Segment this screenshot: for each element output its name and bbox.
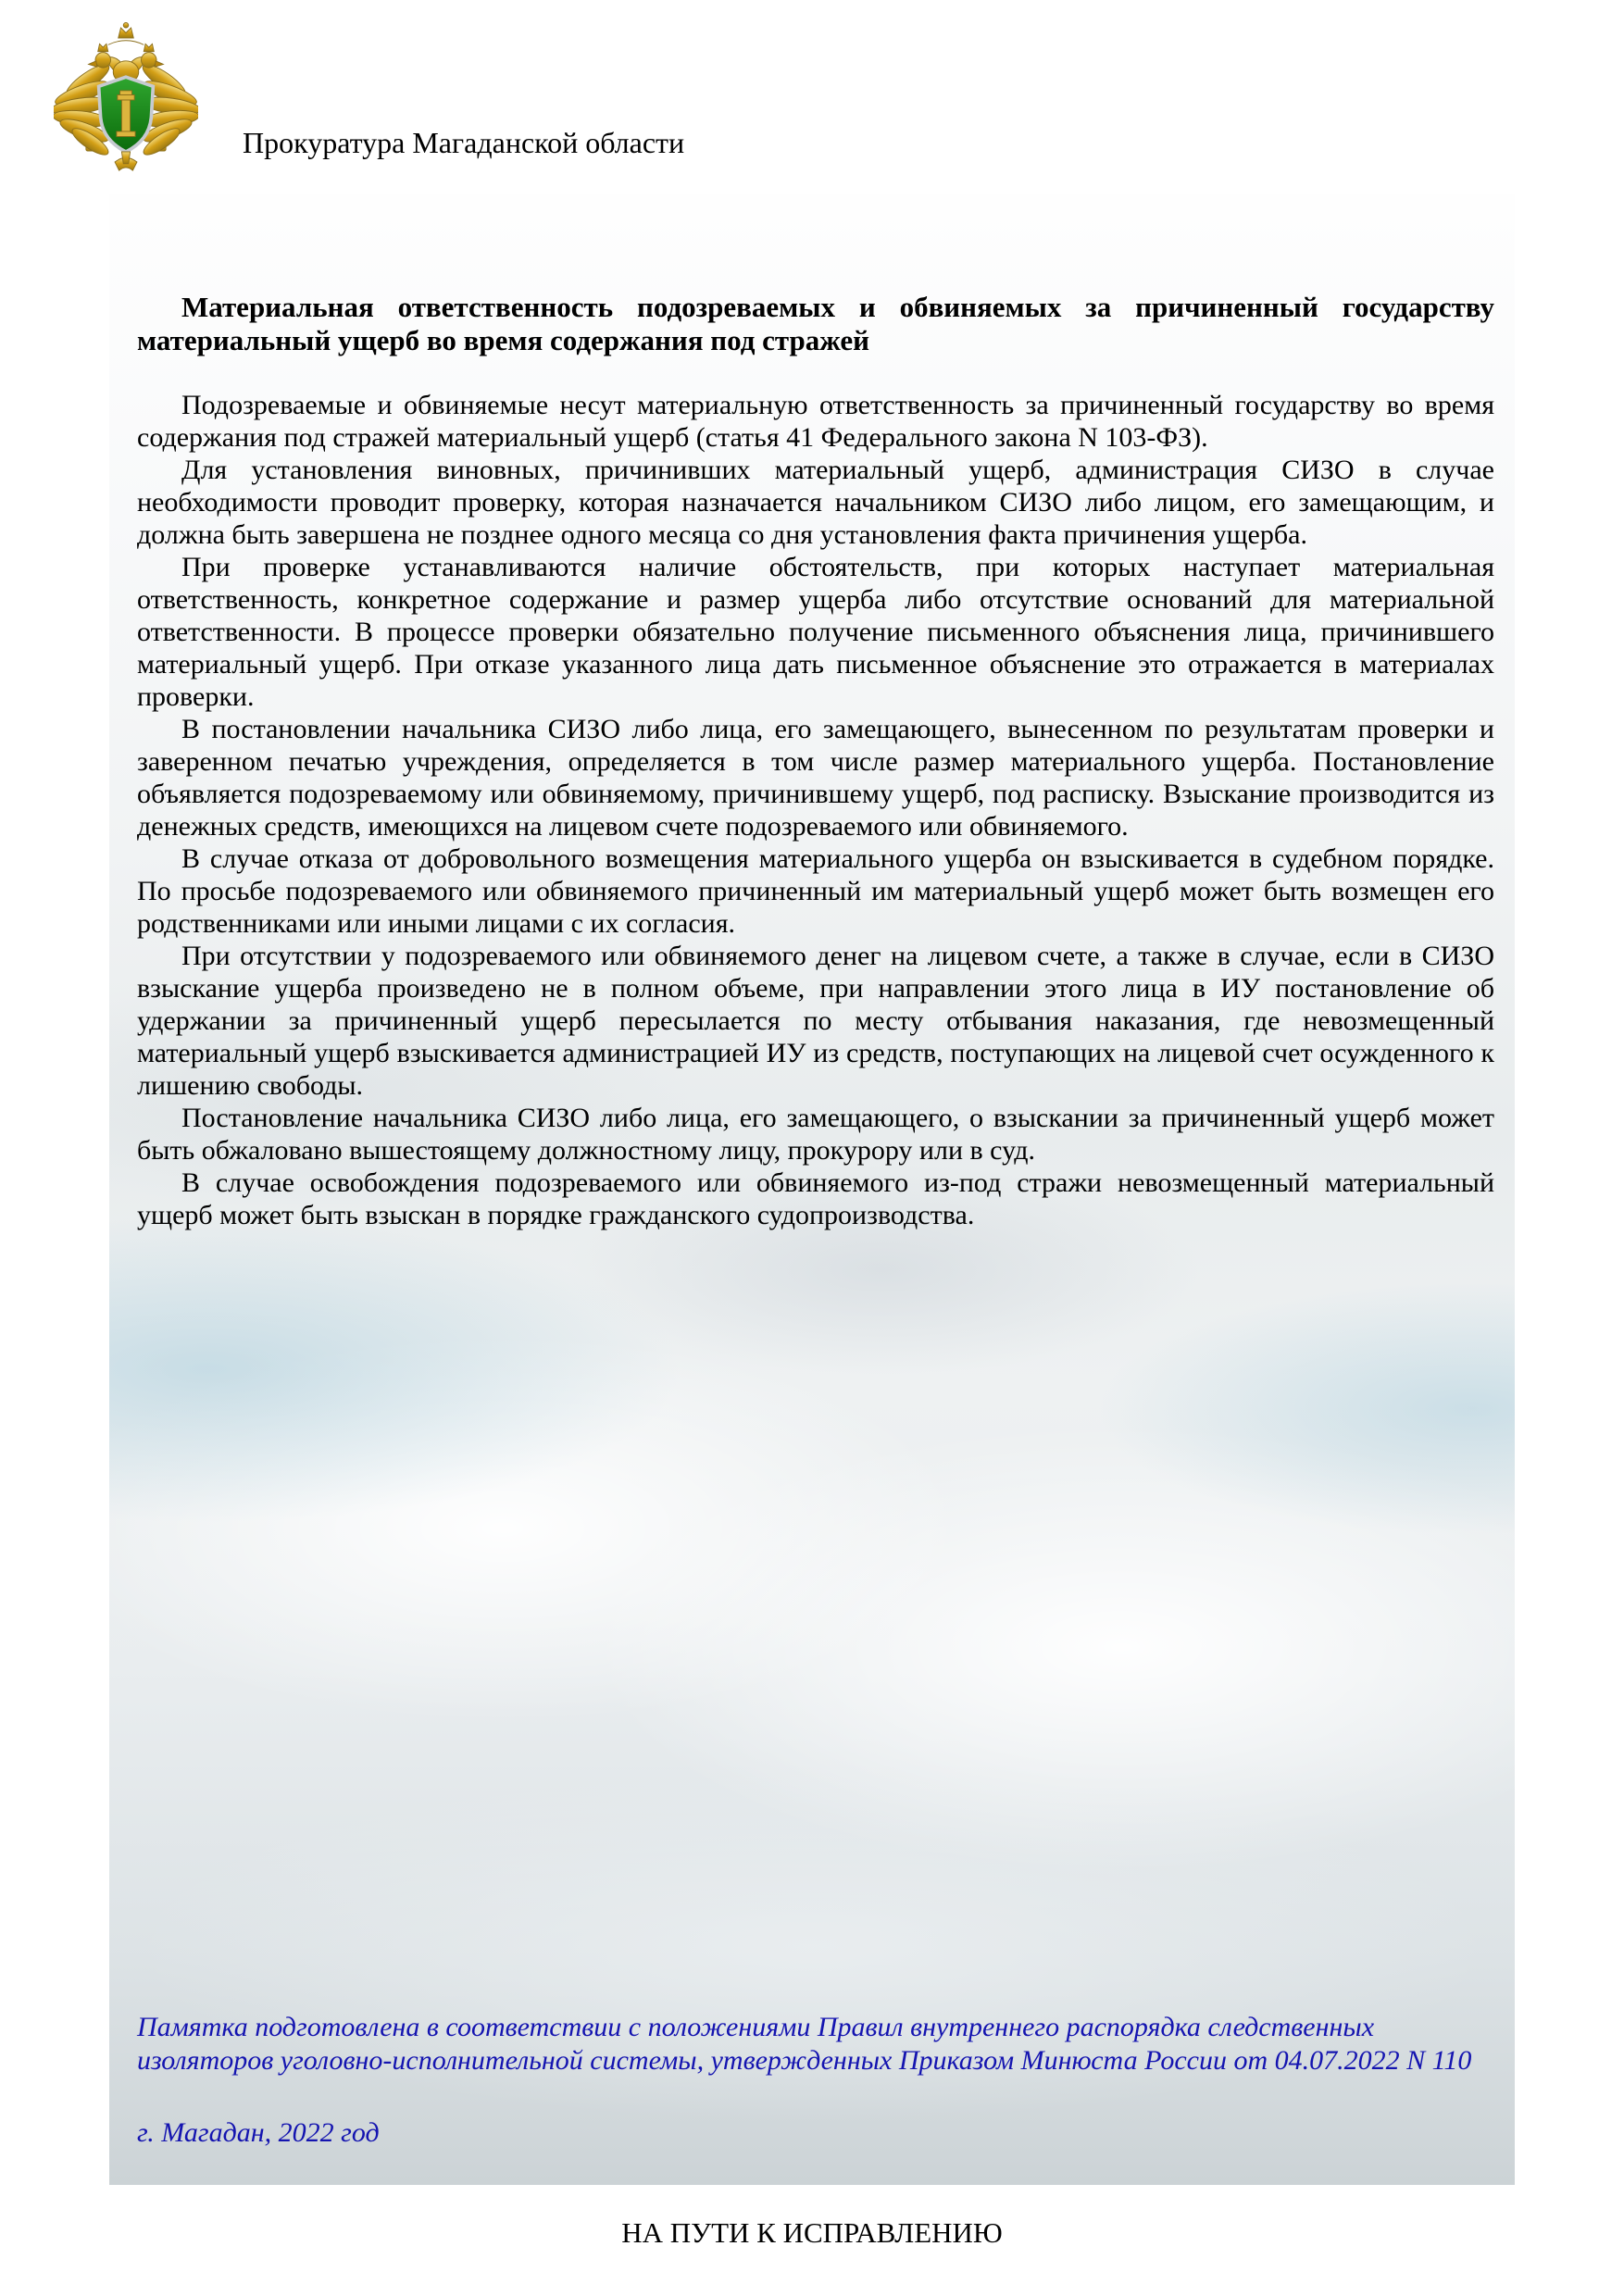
paragraph: Подозреваемые и обвиняемые несут материальную ответственность за причиненный государству во время содержания под стражей материальный ущерб (статья 41 Федерального закона N 103-ФЗ). (137, 390, 1494, 453)
page-title: Материальная ответственность подозреваемых и обвиняемых за причиненный государству материальный ущерб во время содержания под стражей (137, 291, 1494, 356)
source-note: Памятка подготовлена в соответствии с положениями Правил внутреннего распорядка следственных изоляторов уголовно-исполнительной системы, утвержденных Приказом Минюста России от 04.07.2022 N 110 (137, 2012, 1472, 2076)
paragraph: Для установления виновных, причинивших материальный ущерб, администрация СИЗО в случае необходимости проводит проверку, которая назначается начальником СИЗО либо лицом, его замещающим, и должна быть завершена не позднее одного месяца со дня установления факта причинения ущерба. (137, 455, 1494, 550)
city-year-line: г. Магадан, 2022 год (137, 2117, 380, 2148)
footer-slogan: НА ПУТИ К ИСПРАВЛЕНИЮ (621, 2216, 1003, 2249)
prosecutor-emblem-icon (54, 15, 198, 185)
eagle-tail (115, 152, 137, 170)
content-panel (109, 194, 1515, 2185)
footnote-block (137, 2011, 1494, 2150)
crowns (98, 22, 155, 51)
document-body (109, 194, 1515, 1231)
paragraph: Постановление начальника СИЗО либо лица, его замещающего, о взыскании за причиненный ущерб может быть обжаловано вышестоящему должностному лицу, прокурору или в суд. (137, 1103, 1494, 1166)
paragraph: В постановлении начальника СИЗО либо лица, его замещающего, вынесенном по результатам проверки и заверенном печатью учреждения, определяется в том числе размер материального ущерба. Постановление объявляется подозреваемому или обвиняемому, причинившему ущерб, под расписку. Взыскание производится из денежных средств, имеющихся на лицевом счете подозреваемого или обвиняемого. (137, 714, 1494, 842)
paragraph: При проверке устанавливаются наличие обстоятельств, при которых наступает материальная ответственность, конкретное содержание и размер ущерба либо отсутствие оснований для материальной ответственности. В процессе проверки обязательно получение письменного объяснения лица, причинившего материальный ущерб. При отказе указанного лица дать письменное объяснение это отражается в материалах проверки. (137, 552, 1494, 712)
paragraph: При отсутствии у подозреваемого или обвиняемого денег на лицевом счете, а также в случае, если в СИЗО взыскание ущерба произведено не в полном объеме, при направлении этого лица в ИУ постановление об удержании за причиненный ущерб пересылается по месту отбывания наказания, где невозмещенный материальный ущерб взыскивается администрацией ИУ из средств, поступающих на лицевой счет осужденного к лишению свободы. (137, 941, 1494, 1101)
organization-name: Прокуратура Магаданской области (243, 126, 685, 159)
paragraph: В случае освобождения подозреваемого или обвиняемого из-под стражи невозмещенный материальный ущерб может быть взыскан в порядке гражданского судопроизводства. (137, 1167, 1494, 1230)
paragraph: В случае отказа от добровольного возмещения материального ущерба он взыскивается в судебном порядке. По просьбе подозреваемого или обвиняемого причиненный им материальный ущерб может быть возмещен его родственниками или иными лицами с их согласия. (137, 843, 1494, 939)
